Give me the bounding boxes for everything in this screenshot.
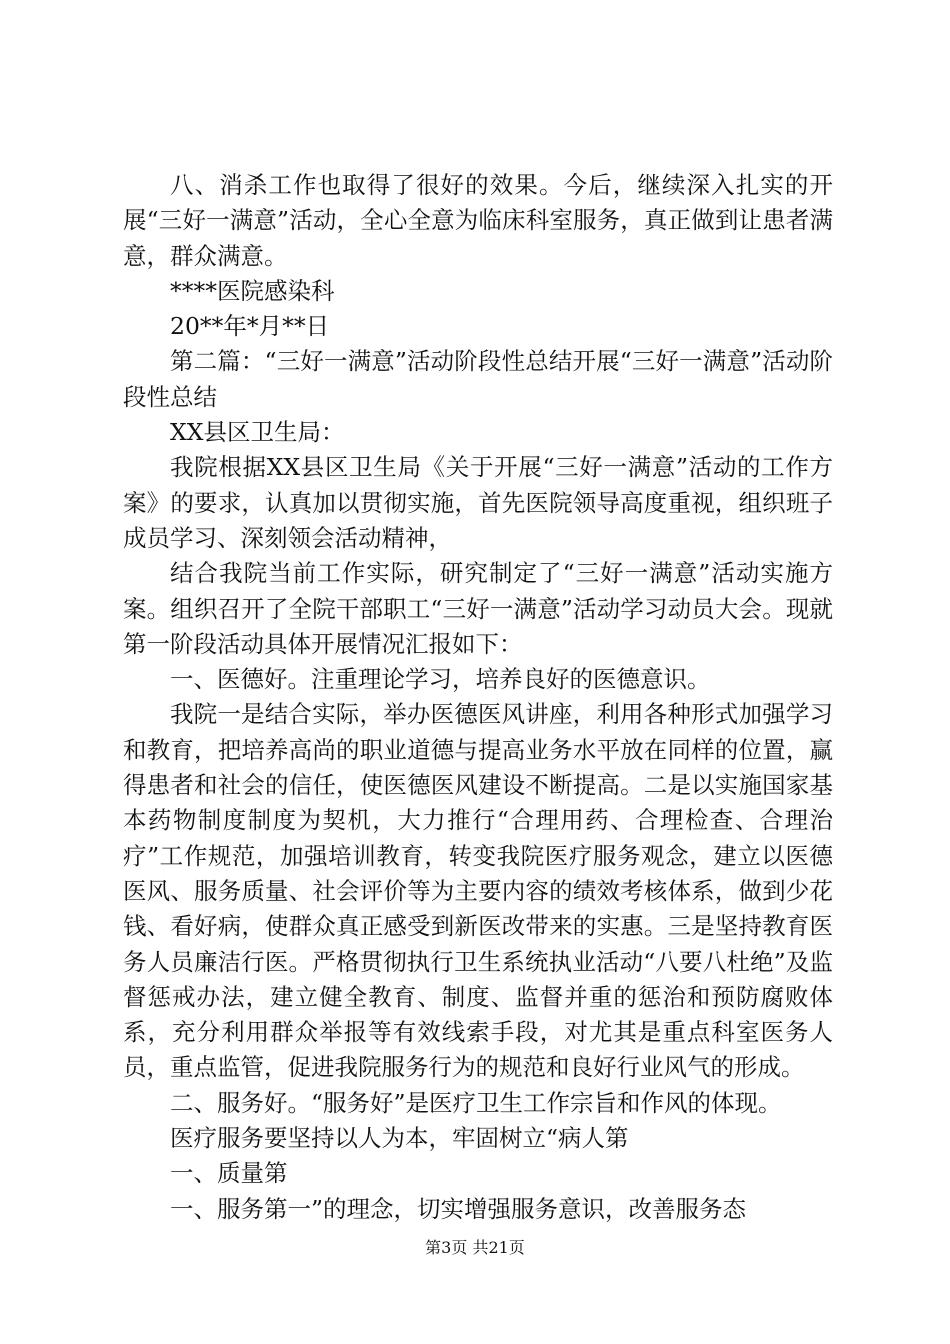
- paragraph-addressee: XX县区卫生局：: [170, 418, 345, 447]
- paragraph-service-line-3: 一、服务第一”的理念，切实增强服务意识，改善服务态: [170, 1194, 747, 1223]
- document-body: [123, 168, 833, 1227]
- paragraph-service-line-1: 医疗服务要坚持以人为本，牢固树立“病人第: [170, 1124, 629, 1153]
- paragraph-closing-summary: 八、消杀工作也取得了很好的效果。今后，继续深入扎实的开展“三好一满意”活动，全心全意为临床科室服务，真正做到让患者满意，群众满意。: [123, 171, 833, 270]
- paragraph-signature-department: ****医院感染科: [170, 276, 335, 305]
- paragraph-service-line-2: 一、质量第: [170, 1159, 288, 1188]
- paragraph-intro: 我院根据XX县区卫生局《关于开展“三好一满意”活动的工作方案》的要求，认真加以贯彻实施，首先医院领导高度重视，组织班子成员学习、深刻领会活动精神，: [123, 453, 833, 552]
- page-number-footer: 第3页 共21页: [425, 1238, 525, 1257]
- paragraph-medical-ethics-detail: 我院一是结合实际，举办医德医风讲座，利用各种形式加强学习和教育，把培养高尚的职业道德与提高业务水平放在同样的位置，赢得患者和社会的信任，使医德医风建设不断提高。二是以实施国家基本药物制度制度为契机，大力推行“合理用药、合理检查、合理治疗”工作规范，加强培训教育，转变我院医疗服务观念，建立以医德医风、服务质量、社会评价等为主要内容的绩效考核体系，做到少花钱、看好病，使群众真正感受到新医改带来的实惠。三是坚持教育医务人员廉洁行医。严格贯彻执行卫生系统执业活动“八要八杜绝”及监督惩戒办法，建立健全教育、制度、监督并重的惩治和预防腐败体系，充分利用群众举报等有效线索手段，对尤其是重点科室医务人员，重点监管，促进我院服务行为的规范和良好行业风气的形成。: [123, 700, 833, 1082]
- heading-medical-ethics: 一、医德好。注重理论学习，培养良好的医德意识。: [170, 665, 711, 694]
- heading-good-service: 二、服务好。“服务好”是医疗卫生工作宗旨和作风的体现。: [170, 1088, 782, 1117]
- section-heading-part-two: 第二篇：“三好一满意”活动阶段性总结开展“三好一满意”活动阶段性总结: [123, 347, 833, 411]
- paragraph-plan: 结合我院当前工作实际，研究制定了“三好一满意”活动实施方案。组织召开了全院干部职工“三好一满意”活动学习动员大会。现就第一阶段活动具体开展情况汇报如下：: [123, 559, 833, 658]
- paragraph-signature-date: 20**年*月**日: [170, 312, 330, 341]
